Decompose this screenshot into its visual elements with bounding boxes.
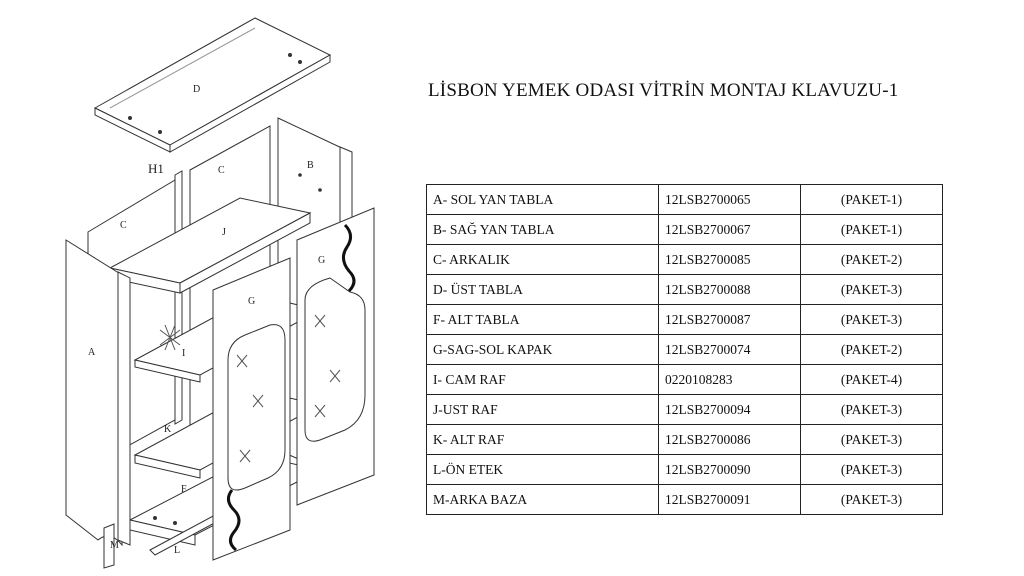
table-row bbox=[427, 365, 943, 395]
part-name-cell: J-UST RAF bbox=[427, 395, 659, 425]
part-name-cell: M-ARKA BAZA bbox=[427, 485, 659, 515]
part-package-cell: (PAKET-3) bbox=[801, 455, 943, 485]
part-code-cell: 12LSB2700094 bbox=[659, 395, 801, 425]
parts-table bbox=[426, 184, 943, 515]
part-code-cell: 12LSB2700088 bbox=[659, 275, 801, 305]
part-name-cell: A- SOL YAN TABLA bbox=[427, 185, 659, 215]
part-name-cell: K- ALT RAF bbox=[427, 425, 659, 455]
part-package-cell: (PAKET-3) bbox=[801, 305, 943, 335]
label-top-panel: D bbox=[193, 84, 201, 95]
label-side-left: A bbox=[88, 347, 96, 358]
part-name-cell: L-ÖN ETEK bbox=[427, 455, 659, 485]
label-side-right: B bbox=[307, 160, 314, 171]
part-code-cell: 12LSB2700087 bbox=[659, 305, 801, 335]
label-shelf-top: J bbox=[222, 227, 226, 238]
part-name-cell: I- CAM RAF bbox=[427, 365, 659, 395]
table-row bbox=[427, 485, 943, 515]
part-code-cell: 12LSB2700074 bbox=[659, 335, 801, 365]
label-door-left: G bbox=[248, 296, 256, 307]
part-code-cell: 12LSB2700086 bbox=[659, 425, 801, 455]
part-package-cell: (PAKET-3) bbox=[801, 395, 943, 425]
part-code-cell: 12LSB2700091 bbox=[659, 485, 801, 515]
part-code-cell: 12LSB2700085 bbox=[659, 245, 801, 275]
page-title: LİSBON YEMEK ODASI VİTRİN MONTAJ KLAVUZU-1 bbox=[428, 80, 899, 101]
part-code-cell: 12LSB2700065 bbox=[659, 185, 801, 215]
part-package-cell: (PAKET-3) bbox=[801, 425, 943, 455]
parts-table-body bbox=[427, 185, 943, 515]
label-bottom: F bbox=[181, 484, 187, 495]
exploded-assembly-drawing bbox=[0, 0, 420, 576]
label-shelf-glass: I bbox=[182, 348, 186, 359]
part-name-cell: D- ÜST TABLA bbox=[427, 275, 659, 305]
middle-strip-h1 bbox=[175, 171, 182, 424]
table-row bbox=[427, 425, 943, 455]
label-door-right: G bbox=[318, 255, 326, 266]
part-package-cell: (PAKET-1) bbox=[801, 215, 943, 245]
table-row bbox=[427, 395, 943, 425]
part-package-cell: (PAKET-1) bbox=[801, 185, 943, 215]
table-row bbox=[427, 275, 943, 305]
part-name-cell: F- ALT TABLA bbox=[427, 305, 659, 335]
table-row bbox=[427, 185, 943, 215]
label-back-plinth: M bbox=[110, 540, 119, 551]
table-row bbox=[427, 245, 943, 275]
label-front-plinth: L bbox=[174, 545, 181, 556]
part-package-cell: (PAKET-4) bbox=[801, 365, 943, 395]
label-h1: H1 bbox=[148, 161, 164, 176]
left-side-panel-a bbox=[66, 240, 130, 545]
part-code-cell: 12LSB2700067 bbox=[659, 215, 801, 245]
table-row bbox=[427, 455, 943, 485]
part-name-cell: G-SAG-SOL KAPAK bbox=[427, 335, 659, 365]
right-door-g bbox=[297, 208, 374, 505]
table-row bbox=[427, 305, 943, 335]
part-package-cell: (PAKET-2) bbox=[801, 335, 943, 365]
part-package-cell: (PAKET-2) bbox=[801, 245, 943, 275]
part-name-cell: C- ARKALIK bbox=[427, 245, 659, 275]
label-back-right: C bbox=[218, 165, 225, 176]
part-code-cell: 0220108283 bbox=[659, 365, 801, 395]
part-package-cell: (PAKET-3) bbox=[801, 275, 943, 305]
part-code-cell: 12LSB2700090 bbox=[659, 455, 801, 485]
part-package-cell: (PAKET-3) bbox=[801, 485, 943, 515]
table-row bbox=[427, 215, 943, 245]
label-shelf-mid: K bbox=[164, 424, 172, 435]
label-back-left: C bbox=[120, 220, 127, 231]
part-name-cell: B- SAĞ YAN TABLA bbox=[427, 215, 659, 245]
table-row bbox=[427, 335, 943, 365]
